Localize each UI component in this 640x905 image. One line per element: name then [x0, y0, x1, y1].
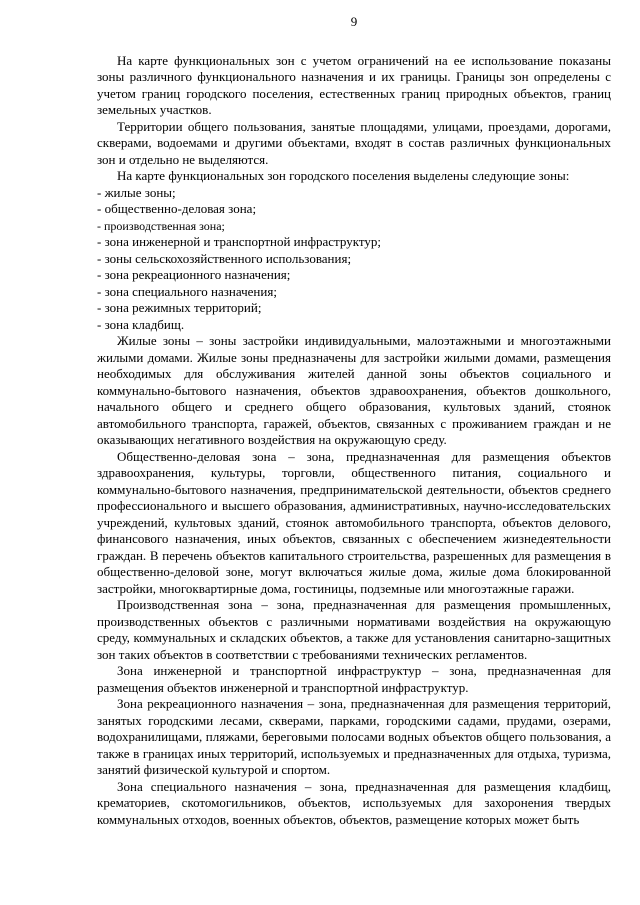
paragraph-special-purpose-zone: Зона специального назначения – зона, предназначенная для размещения кладбищ, крематориев, скотомогильников, объектов, используемых для захоронения твердых коммунальных отходов, военных объектов, объектов, размещение которых может быть: [97, 778, 611, 827]
list-item: - общественно-деловая зона;: [97, 201, 257, 216]
zones-list: [97, 185, 611, 334]
list-item: - жилые зоны;: [97, 184, 176, 200]
paragraph-residential-zones: Жилые зоны – зоны застройки индивидуальными, малоэтажными и многоэтажными жилыми домами. Жилые зоны предназначены для застройки жилыми домами, размещения необходимых для обслуживания жителей данной зоны объектов социального и коммунально-бытового назначения, объектов здравоохранения, объектов дошкольного, начального общего и среднего общего образования, культовых зданий, стоянок автомобильного транспорта, гаражей, объектов, связанных с проживанием граждан и не оказывающих негативного воздействия на окружающую среду.: [97, 333, 611, 447]
paragraph-infrastructure-zone: Зона инженерной и транспортной инфраструктур – зона, предназначенная для размещения объектов инженерной и транспортной инфраструктур.: [97, 663, 611, 695]
document-page: [97, 14, 611, 828]
list-item: - зона кладбищ.: [97, 316, 185, 332]
page-number: 9: [350, 14, 358, 29]
paragraph-functional-zones-map: На карте функциональных зон с учетом ограничений на ее использование показаны зоны различного функционального назначения и их границы. Границы зон определены с учетом границ городского поселения, естественных границ природных объектов, границ земельных участков.: [97, 52, 611, 117]
list-item: - зона специального назначения;: [97, 283, 277, 299]
paragraph-public-business-zone: Общественно-деловая зона – зона, предназначенная для размещения объектов здравоохранения, культуры, торговли, общественного питания, социального и коммунально-бытового назначения, предпринимательской деятельности, объектов среднего профессионального и высшего образования, административных, научно-исследовательских учреждений, культовых зданий, стоянок автомобильного транспорта, объектов делового, финансового назначения, иных объектов, связанных с обеспечением жизнедеятельности граждан. В перечень объектов капитального строительства, разрешенных для размещения в общественно-деловой зоне, могут включаться жилые дома, жилые дома блокированной застройки, многоквартирные дома, гостиницы, подземные или многоэтажные гаражи.: [97, 448, 611, 596]
list-item: - зона инженерной и транспортной инфраструктур;: [97, 234, 381, 249]
list-item: - зона режимных территорий;: [97, 300, 262, 315]
paragraph-public-territories: Территории общего пользования, занятые площадями, улицами, проездами, дорогами, скверами, водоемами и другими объектами, входят в состав различных функциональных зон и отдельно не выделяются.: [97, 118, 611, 167]
paragraph-recreation-zone: Зона рекреационного назначения – зона, предназначенная для размещения территорий, занятых городскими лесами, скверами, парками, городскими садами, прудами, озерами, водохранилищами, пляжами, береговыми полосами водных объектов общего пользования, а также в границах иных территорий, используемых и предназначенных для отдыха, туризма, занятий физической культурой и спортом.: [97, 696, 611, 777]
list-item: - зона рекреационного назначения;: [97, 267, 291, 282]
paragraph-industrial-zone: Производственная зона – зона, предназначенная для размещения промышленных, производственных объектов с различными нормативами воздействия на окружающую среду, коммунальных и складских объектов, а также для установления санитарно-защитных зон таких объектов в соответствии с требованиями технических регламентов.: [97, 597, 611, 662]
paragraph-zones-intro: На карте функциональных зон городского поселения выделены следующие зоны:: [117, 168, 570, 183]
list-item: - производственная зона;: [97, 218, 225, 233]
list-item: - зоны сельскохозяйственного использования;: [97, 250, 352, 266]
